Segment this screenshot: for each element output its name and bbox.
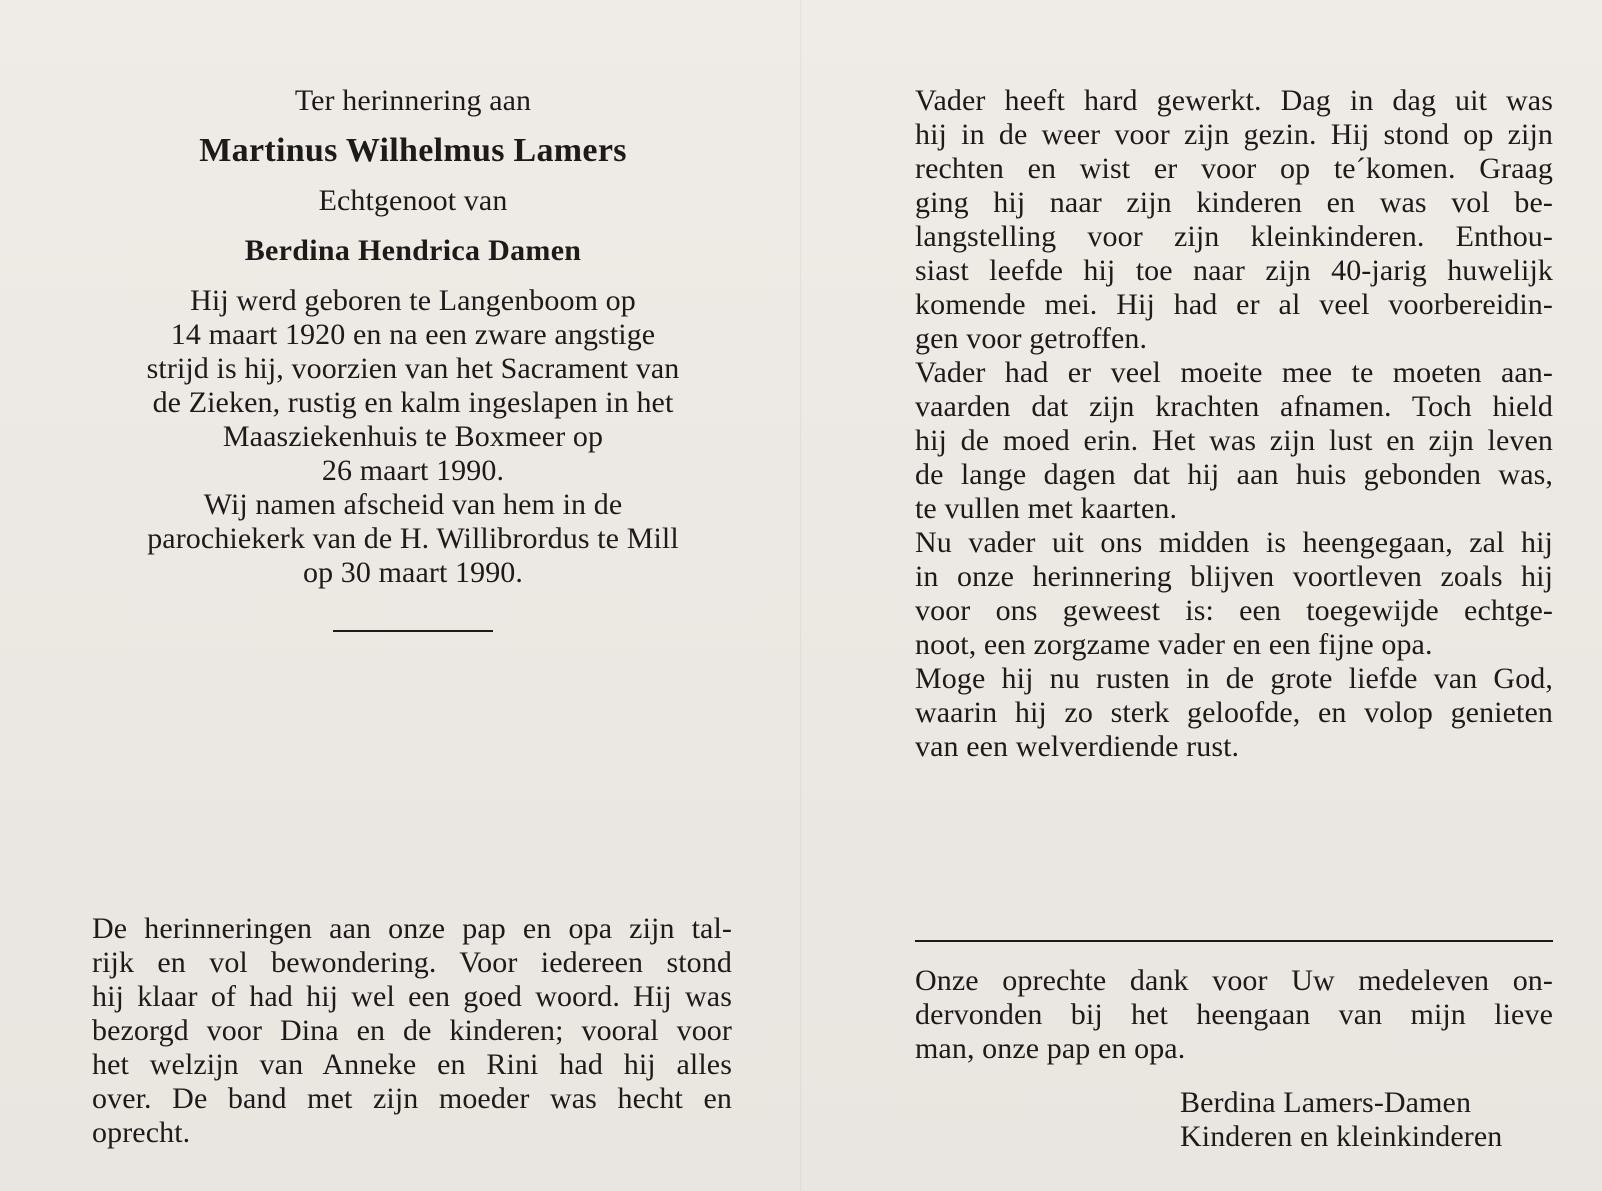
memories-line: rijk en vol bewondering. Voor iedereen stond	[92, 946, 732, 979]
tribute-line: ging hij naar zijn kinderen en was vol be-	[915, 186, 1553, 219]
tribute-line: komende mei. Hij had er al veel voorbereidin-	[915, 288, 1553, 321]
tribute-line: vaarden dat zijn krachten afnamen. Toch hield	[915, 390, 1553, 423]
memories-line: hij klaar of had hij wel een goed woord. Hij was	[92, 980, 732, 1013]
tribute-line: in onze herinnering blijven voortleven zoals hij	[915, 560, 1553, 593]
biography-line: Hij werd geboren te Langenboom op	[190, 284, 636, 317]
deceased-name: Martinus Wilhelmus Lamers	[199, 132, 627, 169]
tribute-line: voor ons geweest is: een toegewijde echtge-	[915, 594, 1553, 627]
biography-line: strijd is hij, voorzien van het Sacrament van	[146, 352, 680, 385]
biography-text	[103, 284, 723, 590]
intro-section	[103, 84, 723, 632]
thanks-line: man, onze pap en opa.	[915, 1032, 1186, 1065]
signature-name: Berdina Lamers-Damen	[1180, 1086, 1472, 1119]
tribute-line: Vader heeft hard gewerkt. Dag in dag uit was	[915, 84, 1553, 117]
tribute-line: hij in de weer voor zijn gezin. Hij stond op zijn	[915, 118, 1553, 151]
thanks-paragraph	[915, 964, 1553, 1066]
memories-line: het welzijn van Anneke en Rini had hij alles	[92, 1048, 732, 1081]
biography-line: parochiekerk van de H. Willibrordus te Mill	[147, 522, 679, 555]
signature-family: Kinderen en kleinkinderen	[1180, 1120, 1503, 1153]
tribute-line: van een welverdiende rust.	[915, 730, 1240, 763]
biography-line: de Zieken, rustig en kalm ingeslapen in het	[152, 386, 674, 419]
intro-heading: Ter herinnering aan	[294, 84, 532, 117]
tribute-line: siast leefde hij toe naar zijn 40-jarig huwelijk	[915, 254, 1553, 287]
tribute-line: hij de moed erin. Het was zijn lust en zijn leven	[915, 424, 1553, 457]
tribute-line: waarin hij zo sterk geloofde, en volop genieten	[915, 696, 1553, 729]
tribute-line: te vullen met kaarten.	[915, 492, 1178, 525]
thanks-line: Onze oprechte dank voor Uw medeleven on-	[915, 964, 1553, 997]
tribute-line: langstelling voor zijn kleinkinderen. Enthou-	[915, 220, 1553, 253]
tribute-line: de lange dagen dat hij aan huis gebonden was,	[915, 458, 1553, 491]
biography-line: Maasziekenhuis te Boxmeer op	[222, 420, 604, 453]
long-divider	[915, 940, 1553, 942]
memories-line: oprecht.	[92, 1116, 191, 1149]
biography-line: op 30 maart 1990.	[303, 556, 523, 589]
tribute-line: Vader had er veel moeite mee te moeten aan-	[915, 356, 1553, 389]
biography-line: 14 maart 1920 en na een zware angstige	[170, 318, 656, 351]
tribute-line: gen voor getroffen.	[915, 322, 1148, 355]
tribute-line: Moge hij nu rusten in de grote liefde van God,	[915, 662, 1553, 695]
biography-line: Wij namen afscheid van hem in de	[203, 488, 623, 521]
signature-block	[1180, 1086, 1560, 1154]
spouse-label: Echtgenoot van	[318, 184, 508, 217]
memories-paragraph	[92, 912, 732, 1150]
memories-line: over. De band met zijn moeder was hecht en	[92, 1082, 732, 1115]
tribute-line: rechten en wist er voor op te´komen. Graag	[915, 152, 1553, 185]
biography-line: 26 maart 1990.	[321, 454, 505, 487]
card-fold	[800, 0, 801, 1191]
tribute-line: noot, een zorgzame vader en een fijne opa.	[915, 628, 1433, 661]
memories-line: De herinneringen aan onze pap en opa zijn tal-	[92, 912, 732, 945]
memories-line: bezorgd voor Dina en de kinderen; vooral voor	[92, 1014, 732, 1047]
short-divider	[333, 630, 493, 632]
thanks-line: dervonden bij het heengaan van mijn lieve	[915, 998, 1553, 1031]
tribute-line: Nu vader uit ons midden is heengegaan, zal hij	[915, 526, 1553, 559]
spouse-name: Berdina Hendrica Damen	[244, 234, 582, 267]
tribute-text	[915, 84, 1553, 764]
